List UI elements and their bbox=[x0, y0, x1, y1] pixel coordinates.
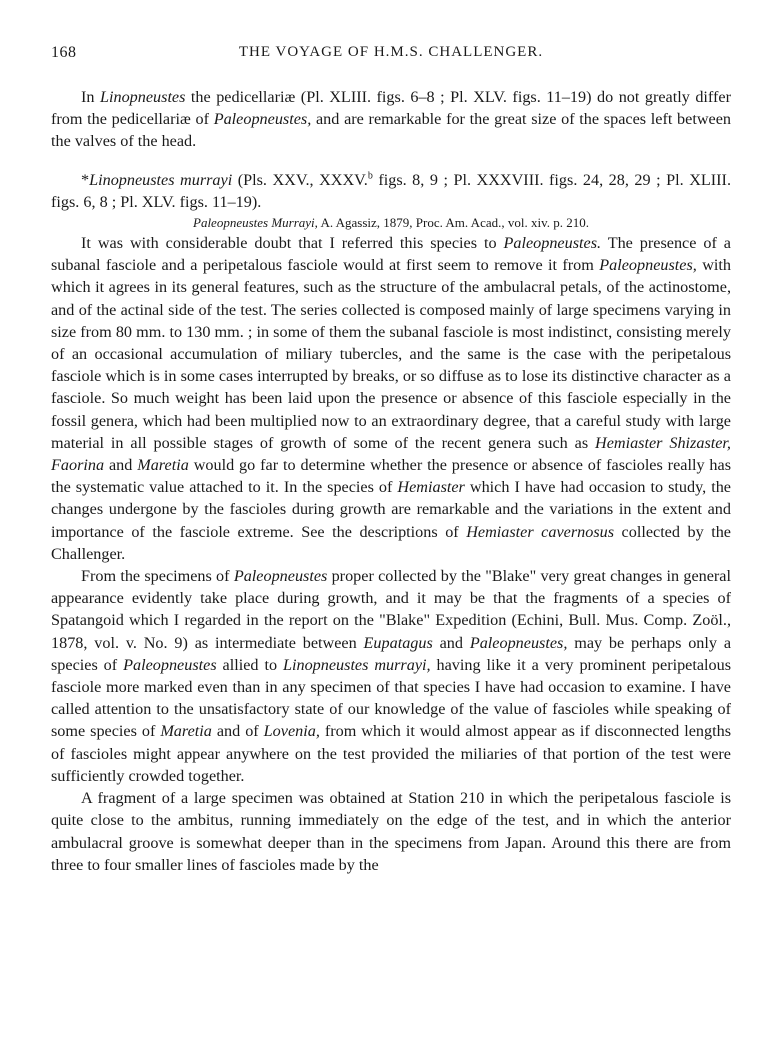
paragraph-blake-specimens: From the specimens of Paleopneustes proper collected by the "Blake" very great changes in general appearance evidently take place during growth, and it may be that the fragments of a species of Spatangoid which I regarded in the report on the "Blake" Expedition (Echini, Bull. Mus. Comp. Zoöl., 1878, vol. v. No. 9) as intermediate between Eupatagus and Paleopneustes, may be perhaps only a species of Paleopneustes allied to Linopneustes murrayi, having like it a very prominent peripetalous fasciole more marked even than in any specimen of that species I have had occasion to examine. I have called attention to the unsatisfactory state of our knowledge of the value of fascioles while speaking of some species of Maretia and of Lovenia, from which it would almost appear as if disconnected lengths of fascioles might appear anywhere on the test provided the miliaries of that portion of the test were sufficiently crowded together. bbox=[51, 567, 732, 785]
page-header bbox=[51, 40, 731, 64]
page-number: 168 bbox=[51, 44, 77, 61]
paragraph-pedicellariae: In Linopneustes the pedicellariæ (Pl. XLIII. figs. 6–8 ; Pl. XLV. figs. 11–19) do not greatly differ from the pedicellariæ of Paleopneustes, and are remarkable for the great size of the spaces left between the valves of the head. bbox=[51, 88, 731, 151]
running-title: THE VOYAGE OF H.M.S. CHALLENGER. bbox=[238, 44, 544, 60]
page bbox=[51, 40, 731, 876]
paragraph-fasciole-discussion: It was with considerable doubt that I referred this species to Paleopneustes. The presence of a subanal fasciole and a peripetalous fasciole would at first seem to remove it from Paleopneustes, with which it agrees in its general features, such as the structure of the ambulacral petals, of the actinostome, and of the actinal side of the test. The series collected is composed mainly of large specimens varying in size from 80 mm. to 130 mm. ; in some of them the subanal fasciole is most indistinct, consisting merely of an occasional accumulation of miliary tubercles, and the same is the case with the peripetalous fasciole which is in some cases interrupted by breaks, or so diffuse as to lose its distinctive character as a fasciole. So much weight has been laid upon the presence or absence of this fasciole especially in the fossil genera, which had been multiplied now to an extraordinary degree, that a careful study with large material in all possible stages of growth of some of the recent genera such as Hemiaster Shizaster, Faorina and Maretia would go far to determine whether the presence or absence of fascioles really has the systematic value attached to it. In the species of Hemiaster which I have had occasion to study, the changes undergone by the fascioles during growth are remarkable and the variations in the extent and importance of the fasciole extreme. See the descriptions of Hemiaster cavernosus collected by the Challenger. bbox=[51, 234, 732, 563]
synonym-citation: Paleopneustes Murrayi, A. Agassiz, 1879, Proc. Am. Acad., vol. xiv. p. 210. bbox=[193, 215, 589, 231]
species-heading: *Linopneustes murrayi (Pls. XXV., XXXV.$^b$ figs. 8, 9 ; Pl. XXXVIII. figs. 24, 28, 29 ; Pl. XLIII. figs. 6, 8 ; Pl. XLV. figs. 11–19). bbox=[51, 170, 731, 211]
paragraph-station-210: A fragment of a large specimen was obtained at Station 210 in which the peripetalous fasciole is quite close to the ambitus, running immediately on the edge of the test, and in which the anterior ambulacral groove is somewhat deeper than in the specimens from Japan. Around this there are from three to four smaller lines of fascioles made by the bbox=[51, 789, 731, 874]
